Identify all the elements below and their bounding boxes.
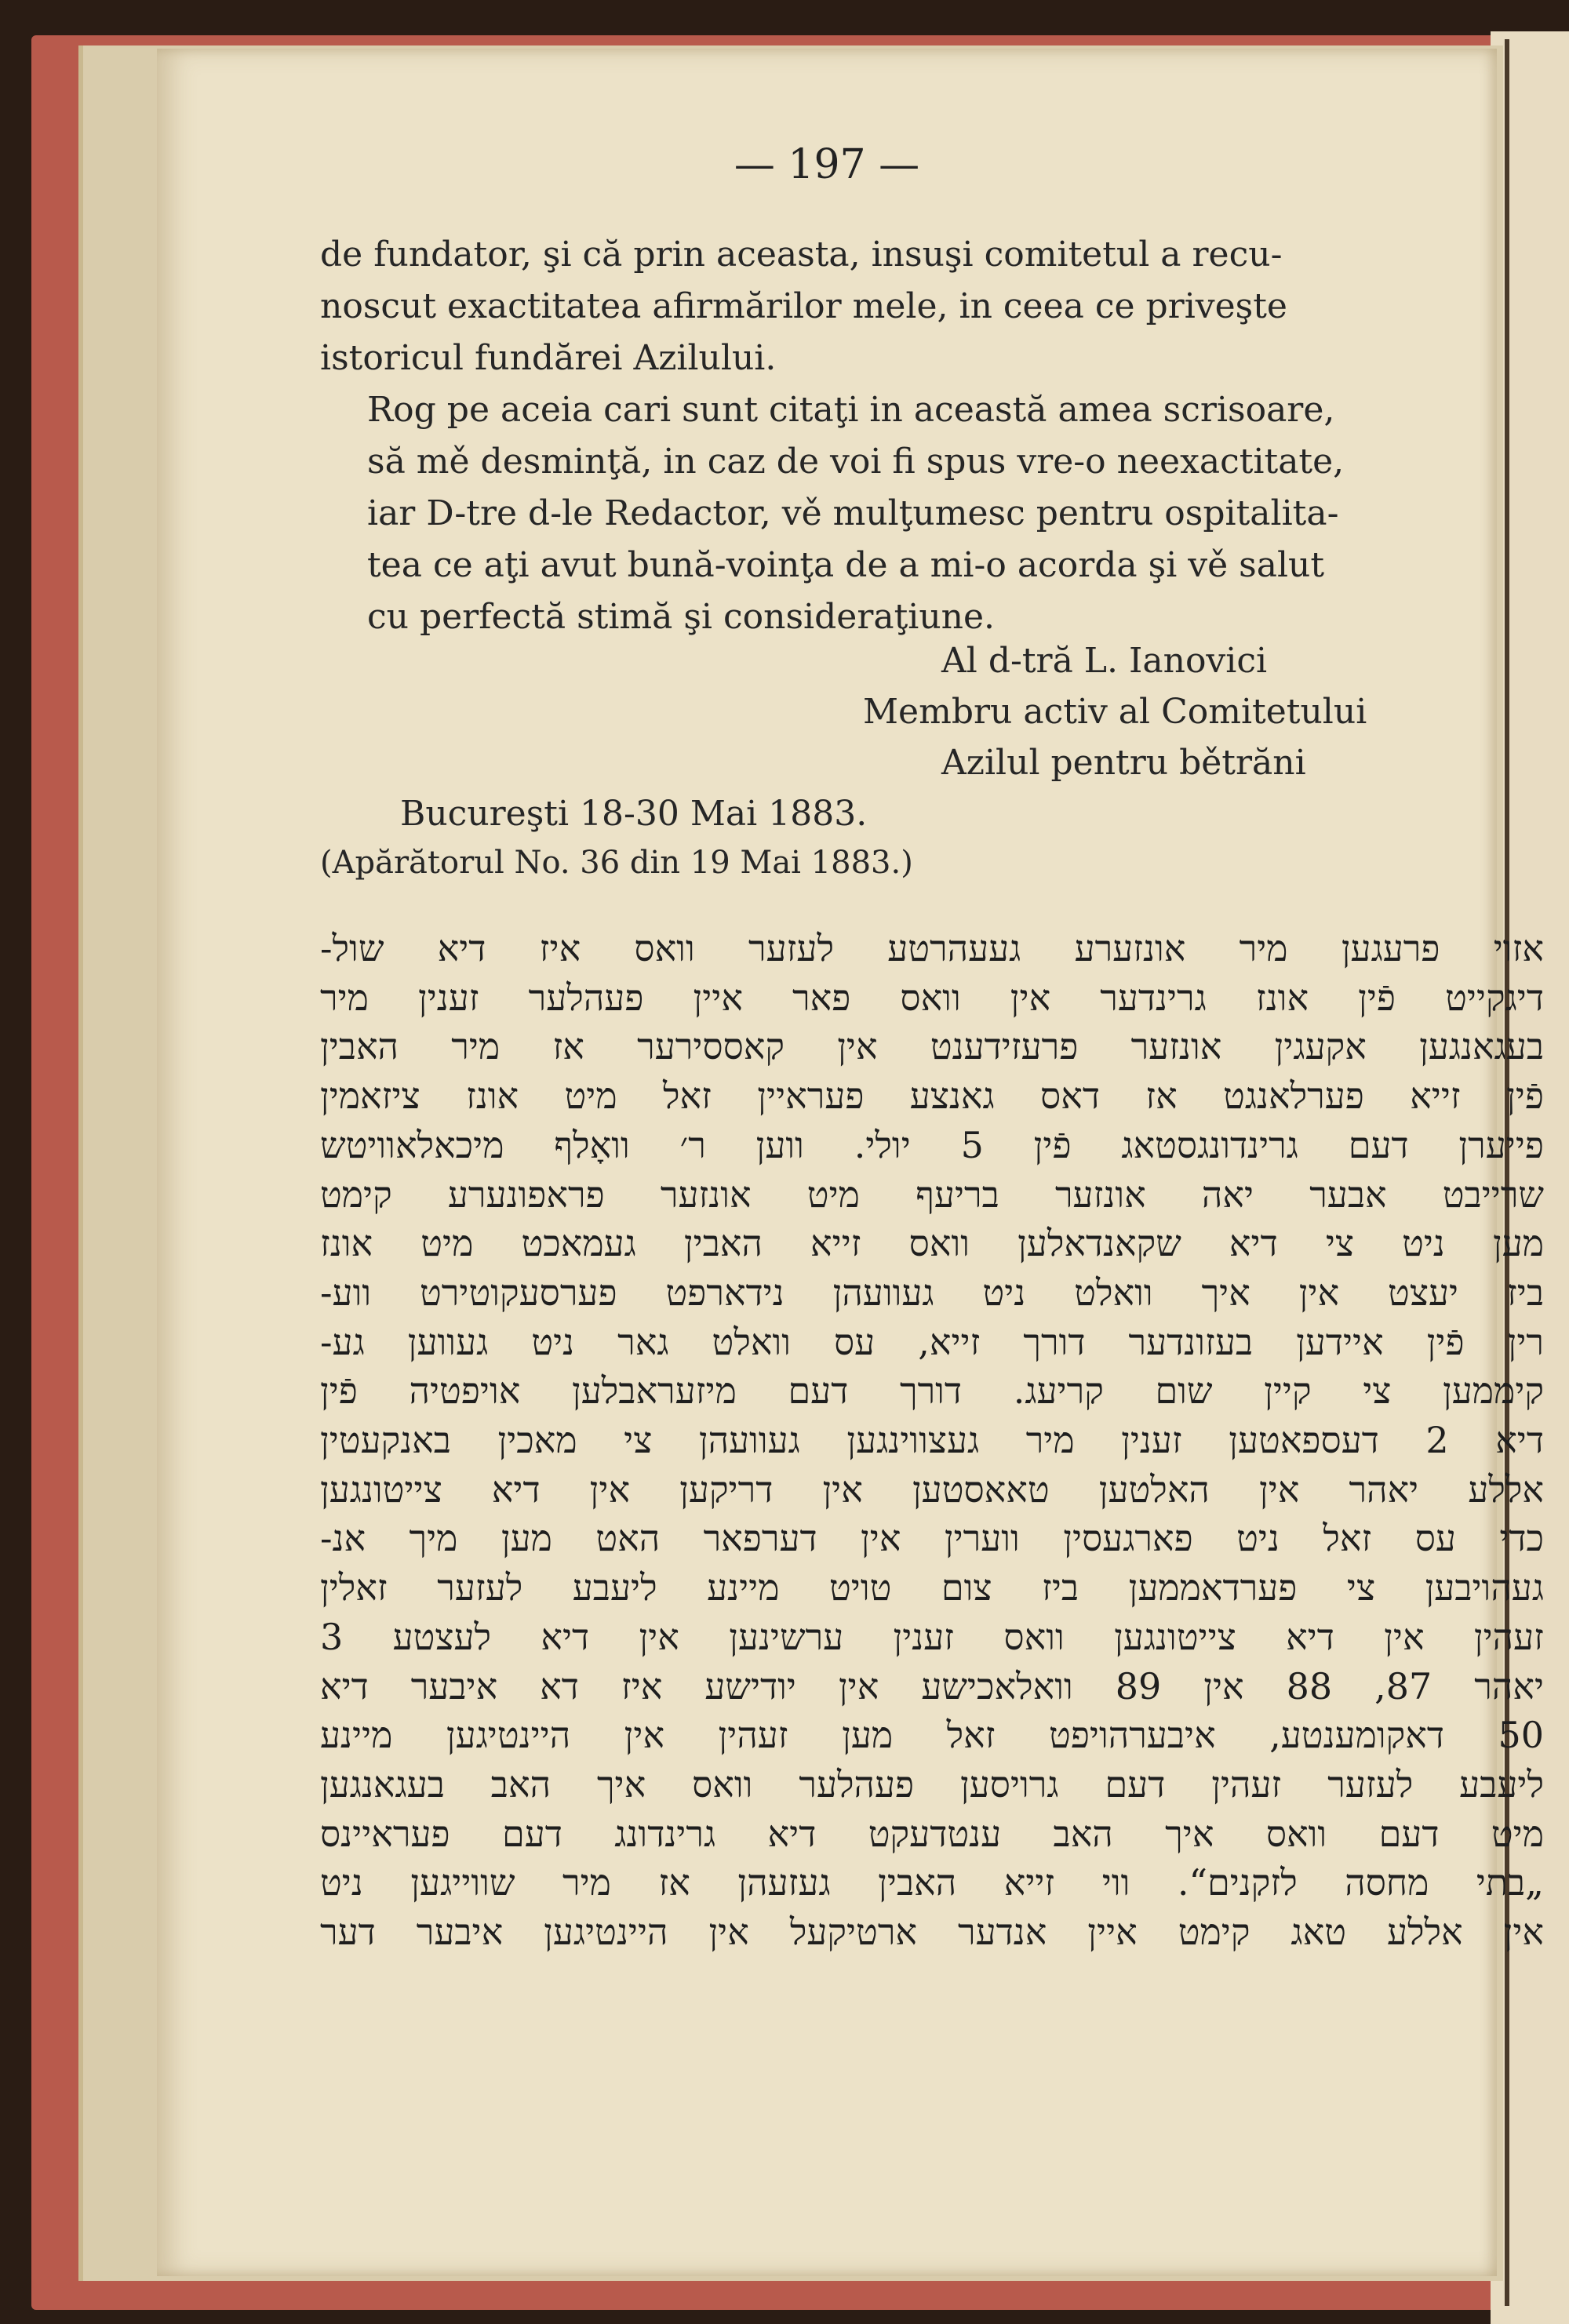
yiddish-line: דיגקייט פֿין אונז גרינדער אין וואס פאר איין פעהלער זענין מיר: [320, 976, 1544, 1019]
book-page: [157, 49, 1545, 2276]
text-line: istoricul fundărei Azilului.: [320, 338, 777, 378]
paragraph-2: [320, 384, 1544, 643]
text-line: iar D-tre d-le Redactor, vě mulţumesc pentru ospitalita-: [367, 493, 1339, 533]
yiddish-line: „בתי מחסה לזקנים“. ווי זייא האבין געזעהן אז מיר שווייגען ניט: [320, 1861, 1544, 1904]
yiddish-line: יאהר 87, 88 אין 89 וואלאכישע אין יודישע איז דא איבער דיא: [320, 1664, 1545, 1708]
text-line: să mě desminţă, in caz de voi fi spus vre-o neexactitate,: [367, 442, 1345, 482]
yiddish-line: פֿין זייא פערלאנגט אז דאס גאנצע פעראיין זאל מיט אונז ציזאמין: [320, 1075, 1544, 1118]
yiddish-line: דיא 2 דעספאטען זענין מיר געצווינגען געוועהן צי מאכין באנקעטין: [320, 1419, 1544, 1462]
yiddish-line: כדי עס זאל ניט פארגעסין ווערין אין דערפאר האט מען מיך אנ-: [320, 1517, 1544, 1560]
yiddish-line: פייערן דעם גרינדונגסטאג פֿין 5 יולי. ווען ר׳ וואָלף מיכאלאוויטש: [320, 1123, 1544, 1166]
yiddish-line: אזוי פרעגען מיר אונזערע געעהרטע לעזער וואס איז דיא שול-: [320, 927, 1544, 969]
yiddish-line: רין פֿין איידען בעזונדער דורך זייא, עס וואלט גאר ניט געווען גע-: [320, 1320, 1544, 1363]
place-date: Bucureşti 18-30 Mai 1883.: [400, 794, 868, 834]
text-line: cu perfectă stimă şi consideraţiune.: [367, 597, 996, 637]
latin-text-block: [320, 229, 1544, 643]
text-line: de fundator, şi că prin aceasta, insuşi comitetul a recu-: [320, 235, 1283, 275]
yiddish-line: אין אללע טאג קימט איין אנדער ארטיקעל אין היינטיגען איבער דער: [320, 1911, 1544, 1954]
yiddish-line: געהויבען צי פערדאממען ביז צום טויט מיינע ליעבע לעזער זאלין: [320, 1566, 1544, 1609]
page-number: — 197 —: [734, 141, 920, 188]
signature-line-3: Azilul pentru bětrăni: [941, 743, 1306, 783]
text-line: Rog pe aceia cari sunt citaţi in această amea scrisoare,: [367, 390, 1335, 430]
signature-line-2: Membru activ al Comitetului: [863, 692, 1367, 732]
yiddish-line: זעהין אין דיא צייטונגען וואס זענין ערשינען אין דיא לעצטע 3: [320, 1615, 1544, 1658]
text-line: tea ce aţi avut bună-voinţa de a mi-o acorda şi vě salut: [367, 545, 1325, 585]
paragraph-1: [320, 229, 1544, 384]
yiddish-line: ביז יעצט אין איך וואלט ניט געוועהן נידארפט פערסעקוטירט ווע-: [320, 1271, 1544, 1314]
yiddish-line: 50 דאקומענטע, איבערהויפט זאל מען זעהין אין היינטיגען מיינע: [320, 1714, 1544, 1757]
yiddish-line: קיממען צי קיין שום קריעג. דורך דעם מיזעראבלען אויפטיה פֿין: [320, 1369, 1544, 1413]
yiddish-line: אללע יאהר אין האלטען טאאסטען אין דריקען אין דיא צייטונגען: [320, 1468, 1544, 1511]
source-citation: (Apărătorul No. 36 din 19 Mai 1883.): [320, 845, 913, 881]
signature-line-1: Al d-tră L. Ianovici: [941, 641, 1268, 681]
yiddish-line: שרייבט אבער יאה אונזער בריעף מיט אונזער פראפונערע קימט: [320, 1173, 1544, 1216]
text-line: noscut exactitatea afirmărilor mele, in ceea ce priveşte: [320, 286, 1287, 326]
yiddish-line: בעגאנגען אקעגין אונזער פרעזידענט אין קאססירער אז מיר האבין: [320, 1025, 1544, 1068]
yiddish-line: ליעבע לעזער זעהין דעם גרויסען פעהלער וואס איך האב בעגאנגען: [320, 1762, 1544, 1806]
yiddish-line: מען ניט צי דיא שקאנדאלען וואס זייא האבין געמאכט מיט אונז: [320, 1222, 1544, 1265]
yiddish-text-block: [320, 924, 1544, 1957]
yiddish-line: מיט דעם וואס איך האב ענטדעקט דיא גרינדונג דעם פעראיינס: [320, 1812, 1544, 1855]
